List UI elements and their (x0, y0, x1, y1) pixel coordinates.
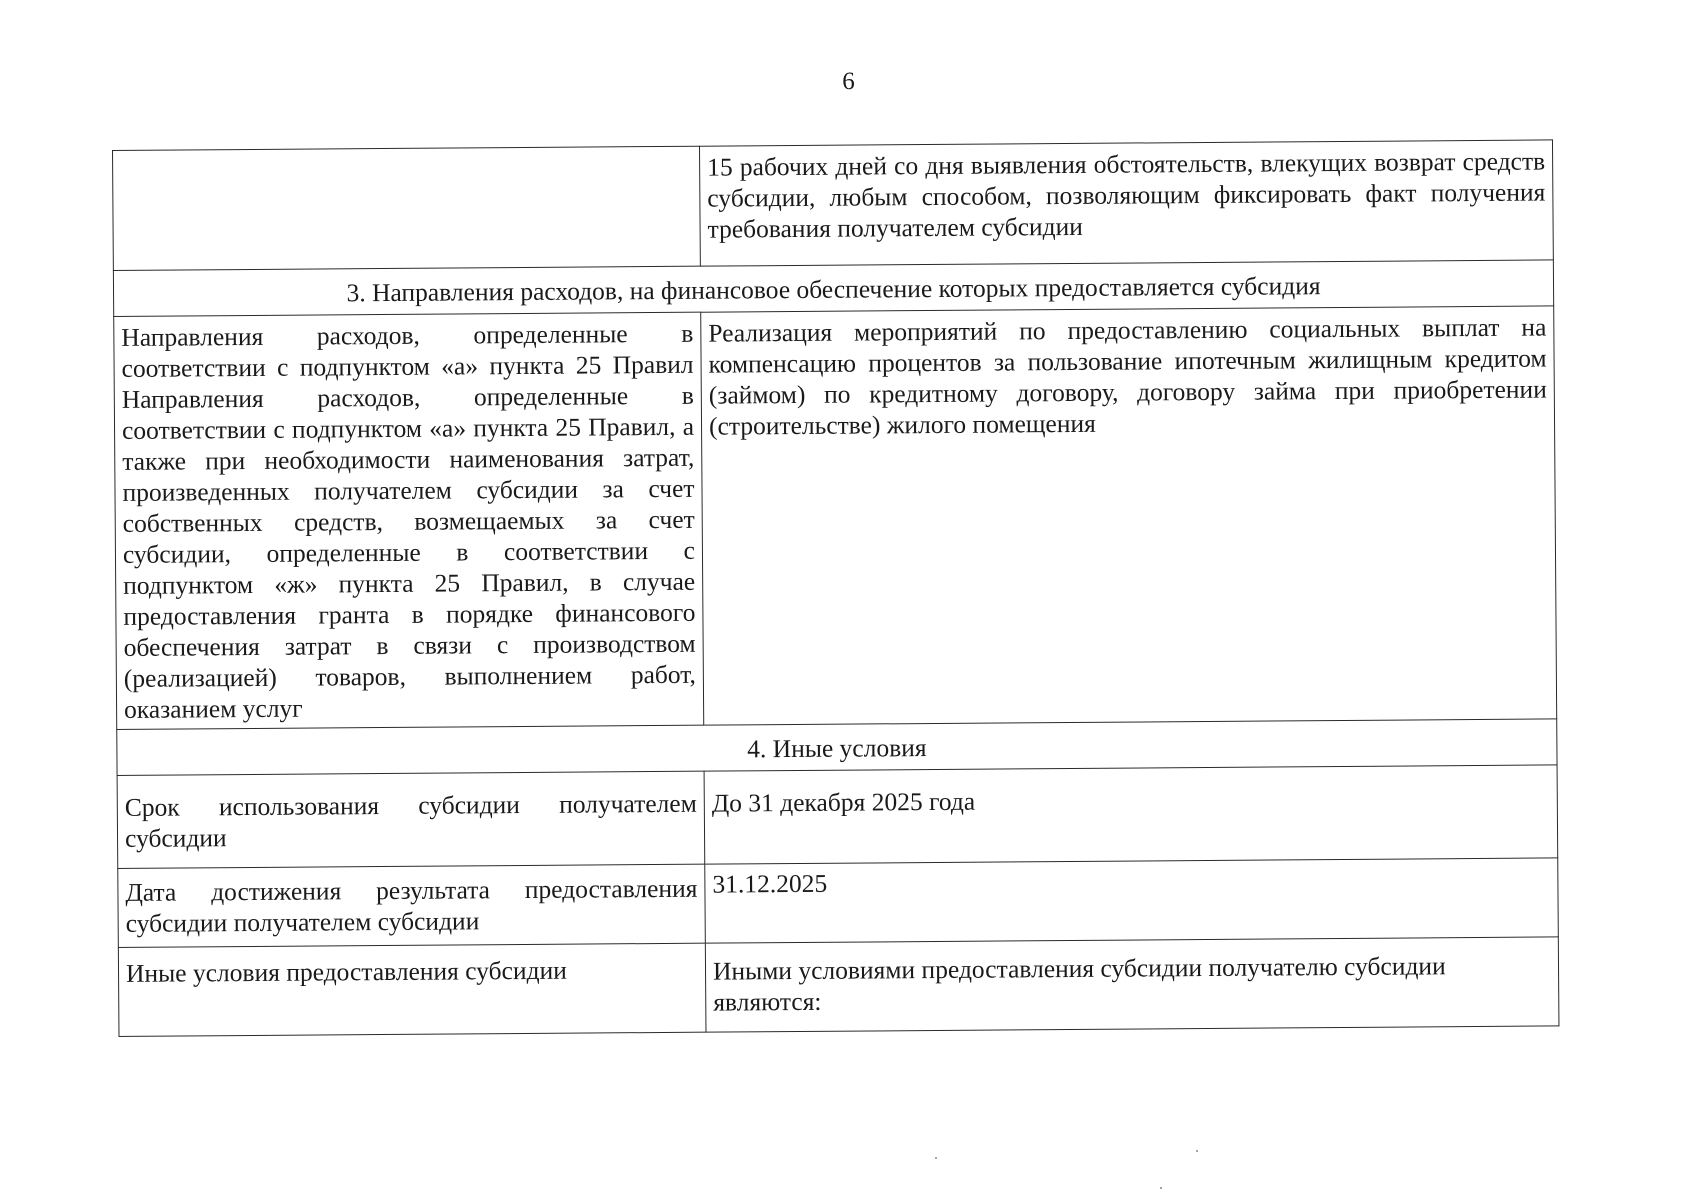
scan-speck (935, 1157, 937, 1159)
expense-directions-value: Реализация мероприятий по предоставлению социальных выплат на компенсацию процентов за пользование ипотечным жилищным кредитом (займом) по кредитному договору, договору займа при приобретении (строительстве) жилого помещения (701, 306, 1557, 725)
scan-speck (1196, 1150, 1198, 1152)
table-row (118, 858, 1559, 948)
page-number: 6 (842, 68, 855, 95)
table-row (114, 306, 1557, 730)
other-conditions-value: Иными условиями предоставления субсидии получателю субсидии являются: (705, 937, 1559, 1032)
scan-speck (1160, 1187, 1162, 1189)
table-cell-empty (113, 146, 701, 270)
table-row (113, 140, 1554, 271)
section-4-heading: 4. Иные условия (117, 719, 1557, 776)
conditions-table (112, 139, 1559, 1037)
usage-period-label: Срок использования субсидии получателем субсидии (117, 771, 705, 868)
section-3-heading: 3. Направления расходов, на финансовое обеспечение которых предоставляется субсидия (113, 260, 1553, 317)
table-row (118, 937, 1559, 1037)
usage-period-value: До 31 декабря 2025 года (704, 765, 1558, 864)
result-date-label: Дата достижения результата предоставления субсидии получателем субсидии (118, 864, 706, 947)
refund-deadline-cell: 15 рабочих дней со дня выявления обстоятельств, влекущих возврат средств субсидии, любым способом, позволяющим фиксировать факт получения требования получателем субсидии (699, 140, 1553, 266)
result-date-value: 31.12.2025 (705, 858, 1559, 943)
other-conditions-label: Иные условия предоставления субсидии (118, 943, 706, 1036)
table-row (117, 765, 1558, 869)
expense-directions-label: Направления расходов, определенные в соответствии с подпунктом «а» пункта 25 Правил Направления расходов, определенные в соответствии с подпунктом «а» пункта 25 Правил, а также при необходимости наименования затрат, произведенных получателем субсидии за счет собственных средств, возмещаемых за счет субсидии, определенные в соответствии с подпунктом «ж» пункта 25 Правил, в случае предоставления гранта в порядке финансового обеспечения затрат в связи с производством (реализацией) товаров, выполнением работ, оказанием услуг (114, 312, 704, 729)
